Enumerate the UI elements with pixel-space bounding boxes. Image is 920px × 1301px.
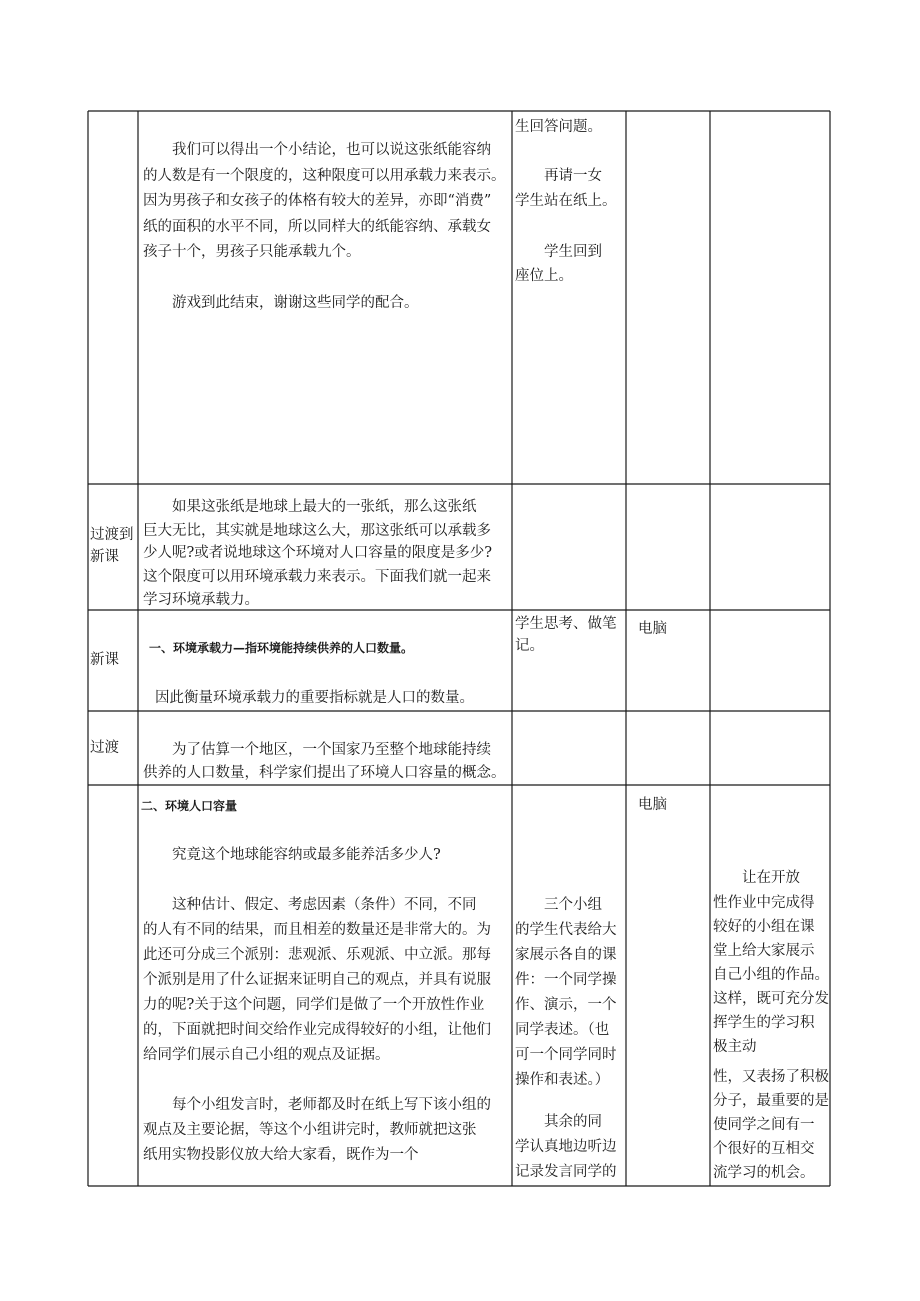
- row5-student-4: 件：一个同学操: [515, 972, 617, 988]
- row5-student-7: 可一个同学同时: [515, 1047, 617, 1063]
- row5-line-4: 此还可分成三个派别：悲观派、乐观派、中立派。那每: [143, 947, 491, 963]
- row5-heading: 二、环境人口容量: [141, 799, 238, 813]
- row1-student-3: 学生站在纸上。: [515, 193, 617, 209]
- row5-student-9: 其余的同: [515, 1114, 602, 1130]
- row5-student-1: 三个小组: [515, 897, 602, 913]
- row3-stage: 新课: [90, 652, 119, 668]
- row5-intent-13: 流学习的机会。: [713, 1165, 815, 1181]
- row1-student-5: 座位上。: [515, 268, 573, 284]
- row5-intent-3: 较好的小组在课: [713, 919, 815, 935]
- row5-student-3: 家展示各自的课: [515, 947, 617, 963]
- row5-intent-5: 自己小组的作品。: [713, 967, 829, 983]
- row4-line-2: 供养的人口数量，科学家们提出了环境人口容量的概念。: [143, 765, 506, 781]
- row1-line-6: 游戏到此结束，谢谢这些同学的配合。: [143, 295, 419, 311]
- row5-student-5: 作、演示，一个: [515, 997, 617, 1013]
- row5-intent-6: 这样，既可充分发: [713, 991, 829, 1007]
- row3-student-1: 学生思考、做笔: [515, 616, 617, 632]
- row5-line-9: 每个小组发言时，老师都及时在纸上写下该小组的: [143, 1097, 491, 1113]
- row1-line-5: 孩子十个，男孩子只能承载九个。: [143, 244, 361, 260]
- row5-intent-2: 性作业中完成得: [713, 895, 815, 911]
- row5-intent-11: 使同学之间有一: [713, 1117, 815, 1133]
- row5-intent-8: 极主动: [713, 1039, 757, 1055]
- row2-line-3: 少人呢?或者说地球这个环境对人口容量的限度是多少?: [143, 545, 493, 561]
- row2-stage-1: 过渡到: [90, 527, 134, 543]
- row5-line-8: 给同学们展示自己小组的观点及证据。: [143, 1047, 390, 1063]
- row1-line-3: 因为男孩子和女孩子的体格有较大的差异，亦即“消费”: [143, 193, 492, 209]
- row5-intent-1: 让在开放: [713, 870, 800, 886]
- row5-intent-9: 性，又表扬了积极: [713, 1069, 829, 1085]
- row5-student-2: 的学生代表给大: [515, 922, 617, 938]
- row5-intent-12: 个很好的互相交: [713, 1141, 815, 1157]
- row5-media: 电脑: [638, 797, 667, 813]
- row2-line-4: 这个限度可以用环境承载力来表示。下面我们就一起来: [143, 569, 491, 585]
- row5-line-5: 个派别是用了什么证据来证明自己的观点，并具有说服: [143, 972, 491, 988]
- row1-line-1: 我们可以得出一个小结论，也可以说这张纸能容纳: [143, 142, 491, 158]
- row5-line-2: 这种估计、假定、考虑因素（条件）不同，不同: [143, 897, 477, 913]
- row1-line-4: 纸的面积的水平不同，所以同样大的纸能容纳、承载女: [143, 219, 491, 235]
- row2-line-5: 学习环境承载力。: [143, 592, 259, 608]
- row5-student-6: 同学表述。（也: [515, 1022, 610, 1038]
- row3-content: 因此衡量环境承载力的重要指标就是人口的数量。: [155, 690, 474, 706]
- row3-student-2: 记。: [515, 638, 544, 654]
- row5-line-10: 观点及主要论据，等这个小组讲完时，教师就把这张: [143, 1122, 477, 1138]
- row5-student-8: 操作和表述。）: [515, 1072, 610, 1088]
- row1-student-2: 再请一女: [515, 168, 602, 184]
- row5-student-10: 学认真地边听边: [515, 1139, 617, 1155]
- row1-student-4: 学生回到: [515, 244, 602, 260]
- row5-intent-7: 挥学生的学习积: [713, 1015, 815, 1031]
- row5-line-3: 的人有不同的结果，而且相差的数量还是非常大的。为: [143, 922, 491, 938]
- row2-line-2: 巨大无比，其实就是地球这么大，那这张纸可以承载多: [143, 523, 491, 539]
- row5-student-11: 记录发言同学的: [515, 1164, 617, 1180]
- row5-line-1: 究竟这个地球能容纳或最多能养活多少人?: [143, 847, 441, 863]
- row3-media: 电脑: [638, 621, 667, 637]
- row3-heading: 一、环境承载力—指环境能持续供养的人口数量。: [149, 641, 414, 655]
- row5-line-6: 力的呢?关于这个问题，同学们是做了一个开放性作业: [143, 997, 485, 1013]
- row5-intent-10: 分子，最重要的是: [713, 1093, 829, 1109]
- row1-line-2: 的人数是有一个限度的，这种限度可以用承载力来表示。: [143, 168, 506, 184]
- row5-intent-4: 堂上给大家展示: [713, 943, 815, 959]
- row4-line-1: 为了估算一个地区，一个国家乃至整个地球能持续: [143, 742, 491, 758]
- row5-line-11: 纸用实物投影仪放大给大家看，既作为一个: [143, 1147, 419, 1163]
- row4-stage: 过渡: [90, 740, 119, 756]
- row5-line-7: 的，下面就把时间交给作业完成得较好的小组，让他们: [143, 1022, 491, 1038]
- row2-line-1: 如果这张纸是地球上最大的一张纸，那么这张纸: [143, 499, 477, 515]
- row2-stage-2: 新课: [90, 549, 119, 565]
- row1-student-1: 生回答问题。: [515, 119, 602, 135]
